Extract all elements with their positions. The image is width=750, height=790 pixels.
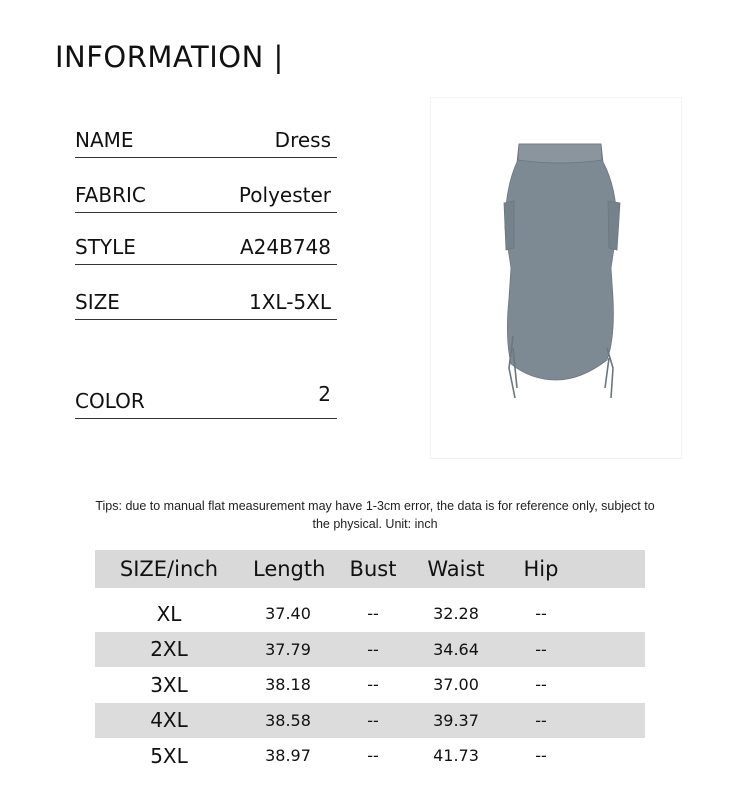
info-row-name [75, 129, 337, 158]
skirt-illustration [431, 98, 681, 458]
info-row-color [75, 382, 337, 419]
product-image [430, 97, 682, 459]
table-cell: -- [367, 639, 379, 659]
table-cell: -- [535, 675, 547, 695]
table-cell: 37.40 [265, 604, 311, 624]
header-waist: Waist [427, 557, 485, 581]
header-size: SIZE/inch [119, 557, 219, 581]
page-title: INFORMATION | [55, 40, 284, 74]
table-row [95, 632, 645, 668]
table-cell: 37.00 [433, 675, 479, 695]
table-cell: -- [535, 604, 547, 624]
info-label: NAME [75, 128, 134, 152]
size-chart-table [95, 550, 645, 774]
table-cell: 37.79 [265, 639, 311, 659]
table-cell: -- [535, 710, 547, 730]
table-cell: -- [367, 746, 379, 766]
info-value: 2 [318, 382, 331, 406]
info-row-size [75, 291, 337, 320]
info-row-fabric [75, 184, 337, 213]
table-cell: 38.58 [265, 710, 311, 730]
table-cell: 38.18 [265, 675, 311, 695]
table-cell: 41.73 [433, 746, 479, 766]
table-cell: -- [535, 746, 547, 766]
table-cell: -- [367, 604, 379, 624]
table-row [95, 738, 645, 774]
table-row [95, 703, 645, 739]
table-cell: 32.28 [433, 604, 479, 624]
header-bust: Bust [349, 557, 397, 581]
info-label: FABRIC [75, 183, 146, 207]
table-cell: -- [367, 675, 379, 695]
table-cell: 34.64 [433, 639, 479, 659]
table-cell: 5XL [150, 743, 188, 768]
header-length: Length [253, 557, 326, 581]
info-value: A24B748 [239, 235, 331, 259]
info-label: COLOR [75, 389, 145, 413]
table-cell: -- [535, 639, 547, 659]
table-cell: -- [367, 710, 379, 730]
info-value: Polyester [238, 183, 331, 207]
table-cell: 2XL [150, 637, 188, 662]
measurement-tips: Tips: due to manual flat measurement may have 1-3cm error, the data is for reference only, subject to the physical. Unit: inch [95, 499, 655, 531]
info-value: 1XL-5XL [248, 290, 331, 314]
table-row [95, 667, 645, 703]
table-row [95, 596, 645, 632]
table-header [95, 550, 645, 588]
table-cell: 4XL [150, 708, 188, 733]
info-row-style [75, 236, 337, 265]
table-cell: 39.37 [433, 710, 479, 730]
info-label: SIZE [75, 290, 120, 314]
info-label: STYLE [75, 235, 136, 259]
info-value: Dress [274, 128, 331, 152]
table-cell: 3XL [150, 672, 188, 697]
table-cell: 38.97 [265, 746, 311, 766]
table-cell: XL [156, 601, 182, 626]
header-hip: Hip [523, 557, 559, 581]
